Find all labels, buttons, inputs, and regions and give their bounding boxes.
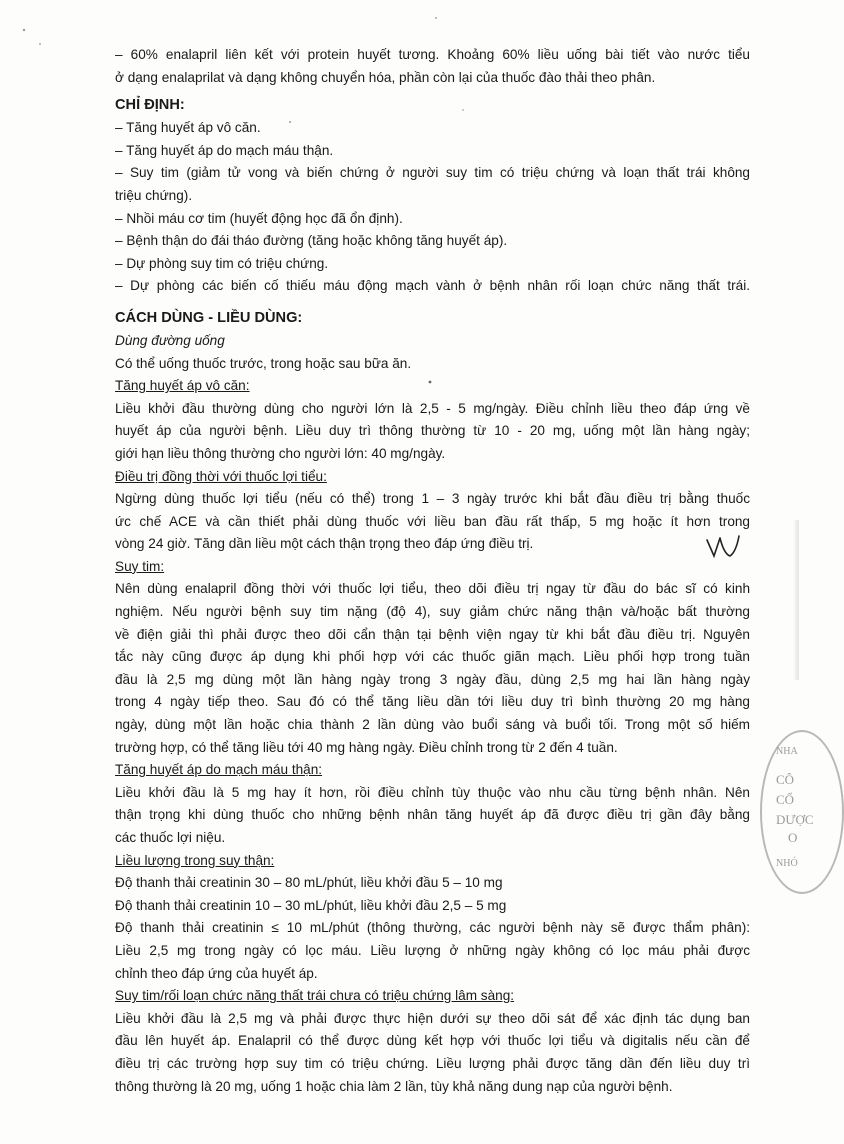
paragraph-line: chỉnh theo đáp ứng của huyết áp. (115, 965, 318, 981)
subheading-diuretic-cotherapy: Điều trị đồng thời với thuốc lợi tiểu: (115, 468, 327, 484)
indication-item: – Tăng huyết áp do mạch máu thận. (115, 142, 334, 158)
paragraph-line: huyết áp của người bệnh. Liều duy trì thông thường từ 10 - 20 mg, uống một lần hàng ngày; (115, 423, 750, 439)
paragraph-line: ức chế ACE và cần thiết phải dùng thuốc với liều ban đầu rất thấp, 5 mg hoặc ít hơn trong (115, 513, 750, 529)
paragraph-line: Liều 2,5 mg trong ngày có lọc máu. Liều lượng ở những ngày không có lọc máu phải được (115, 942, 750, 958)
indication-item: – Suy tim (giảm tử vong và biến chứng ở người suy tim có triệu chứng và loạn thất trái không (115, 165, 750, 181)
paragraph-line: trong 4 ngày tiếp theo. Sau đó có thể tăng liều dần tới liều duy trì bình thường 20 mg hàng (115, 694, 750, 710)
paragraph-line: Độ thanh thải creatinin ≤ 10 mL/phút (thông thường, các người bệnh này sẽ được thẩm phân): (115, 920, 750, 936)
indication-item: – Dự phòng các biến cố thiếu máu động mạch vành ở bệnh nhân rối loạn chức năng thất trái. (115, 278, 750, 294)
subheading-asymptomatic-lv-dysfunction: Suy tim/rối loạn chức năng thất trái chưa có triệu chứng lâm sàng: (115, 988, 515, 1004)
paragraph-line: Độ thanh thải creatinin 30 – 80 mL/phút, liều khởi đầu 5 – 10 mg (115, 875, 503, 891)
pharmacokinetics-line: ở dạng enalaprilat và dạng không chuyển hóa, phần còn lại của thuốc đào thải theo phân. (115, 69, 656, 85)
subheading-renal-impairment: Liều lượng trong suy thận: (115, 852, 275, 868)
paragraph-line: nghiệm. Nếu người bệnh suy tim nặng (độ 4), suy giảm chức năng thận và/hoặc bất thường (115, 604, 750, 620)
paragraph-line: Nên dùng enalapril đồng thời với thuốc lợi tiểu, theo dõi điều trị ngay từ đầu do bác sĩ có kinh (115, 581, 750, 597)
paragraph-line: thận trọng khi dùng thuốc cho những bệnh nhân tăng huyết áp đã được điều trị gần đây bằng (115, 807, 750, 823)
paragraph-line: Liều khởi đầu là 5 mg hay ít hơn, rồi điều chỉnh tùy thuộc vào nhu cầu từng bệnh nhân. Nên (115, 784, 750, 800)
paragraph-line: trường hợp, có thể tăng liều tới 40 mg hàng ngày. Điều chỉnh trong từ 2 đến 4 tuần. (115, 739, 618, 755)
company-stamp: NHA CÔ CỔ DƯỢC O NHÓ (760, 730, 844, 894)
indication-item: – Dự phòng suy tim có triệu chứng. (115, 255, 329, 271)
subheading-essential-hypertension: Tăng huyết áp vô căn: (115, 378, 250, 394)
paragraph-line: điều trị các trường hợp suy tim có triệu chứng. Liều lượng phải được tăng dần đến liều duy trì (115, 1055, 750, 1071)
page-edge-shadow (793, 520, 799, 680)
indication-item: triệu chứng). (115, 187, 193, 203)
paragraph-line: giới hạn liều thông thường cho người lớn: 40 mg/ngày. (115, 445, 446, 461)
paragraph-line: các thuốc lợi niệu. (115, 830, 226, 845)
route-of-administration: Dùng đường uống (115, 332, 225, 348)
section-heading-indications: CHỈ ĐỊNH: (115, 97, 185, 114)
paragraph-line: Có thể uống thuốc trước, trong hoặc sau bữa ăn. (115, 355, 412, 371)
subheading-heart-failure: Suy tim: (115, 558, 165, 574)
indication-item: – Bệnh thận do đái tháo đường (tăng hoặc không tăng huyết áp). (115, 233, 508, 249)
paragraph-line: Độ thanh thải creatinin 10 – 30 mL/phút, liều khởi đầu 2,5 – 5 mg (115, 897, 507, 913)
indication-item: – Tăng huyết áp vô căn. (115, 120, 261, 136)
paragraph-line: Ngừng dùng thuốc lợi tiểu (nếu có thể) trong 1 – 3 ngày trước khi bắt đầu điều trị bằng thuốc (115, 491, 750, 507)
paragraph-line: Liều khởi đầu là 2,5 mg và phải được thực hiện dưới sự theo dõi sát để xác định tác dụng ban (115, 1010, 750, 1026)
paragraph-line: ngày, dùng một lần hoặc chia thành 2 lần dùng vào buổi sáng và buổi tối. Trong một số hiếm (115, 717, 750, 733)
pharmacokinetics-line: – 60% enalapril liên kết với protein huyết tương. Khoảng 60% liều uống bài tiết vào nước tiểu (115, 47, 750, 62)
paragraph-line: Liều khởi đầu thường dùng cho người lớn là 2,5 - 5 mg/ngày. Điều chỉnh liều theo đáp ứng về (115, 400, 750, 416)
paragraph-line: vòng 24 giờ. Tăng dần liều một cách thận trọng theo đáp ứng điều trị. (115, 536, 534, 552)
paragraph-line: thông thường là 20 mg, uống 1 hoặc chia làm 2 lần, tùy khả năng dung nạp của người bệnh. (115, 1078, 673, 1094)
handwritten-initial-mark (704, 532, 742, 560)
paragraph-line: đầu lên huyết áp. Enalapril có thể được dùng kết hợp với thuốc lợi tiểu và digitalis nếu cần để (115, 1033, 750, 1049)
paragraph-line: về điện giải thì phải được theo dõi cẩn thận tại bệnh viện ngay từ khi bắt đầu điều trị. Nguyên (115, 626, 750, 642)
paragraph-line: đầu là 2,5 mg dùng một lần hàng ngày trong 3 ngày đầu, dùng 2,5 mg hai lần hàng ngày (115, 671, 750, 687)
document-page (115, 44, 750, 1098)
subheading-renovascular-hypertension: Tăng huyết áp do mạch máu thận: (115, 762, 323, 778)
indication-item: – Nhồi máu cơ tim (huyết động học đã ổn định). (115, 210, 403, 226)
paragraph-line: tắc này cũng được áp dụng khi phối hợp với các thuốc giãn mạch. Liều phối hợp trong tuần (115, 649, 750, 665)
section-heading-dosage: CÁCH DÙNG - LIỀU DÙNG: (115, 309, 303, 326)
